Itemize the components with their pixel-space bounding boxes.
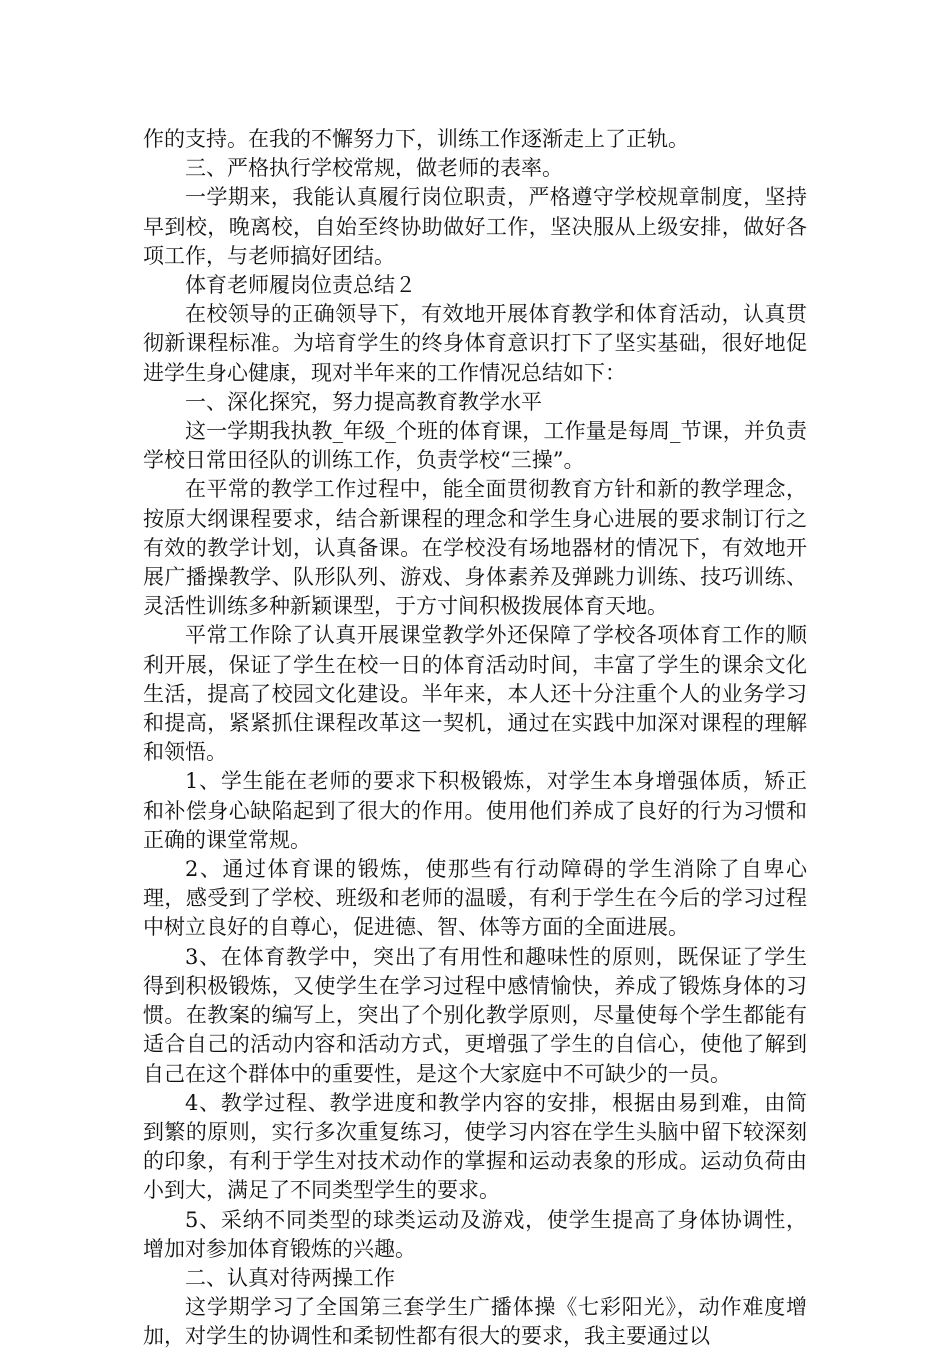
section-heading-1: 一、深化探究，努力提高教育教学水平: [185, 389, 542, 414]
section-heading-2: 二、认真对待两操工作: [185, 1265, 395, 1290]
list-item-4: 4、教学过程、教学进度和教学内容的安排，根据由易到难，由简到繁的原则，实行多次重复练习，使学习内容在学生头脑中留下较深刻的印象，有利于学生对技术动作的掌握和运动表象的形成。运动负荷由小到大，满足了不同类型学生的要求。: [143, 1090, 807, 1203]
document-title: 体育老师履岗位责总结２: [185, 273, 416, 298]
paragraph: 这学期学习了全国第三套学生广播体操《七彩阳光》，动作难度增加，对学生的协调性和柔韧性都有很大的要求，我主要通过以: [143, 1295, 807, 1349]
document-page: [143, 125, 807, 1352]
list-item-2: 2、通过体育课的锻炼，使那些有行动障碍的学生消除了自卑心理，感受到了学校、班级和老师的温暖，有利于学生在今后的学习过程中树立良好的自尊心，促进德、智、体等方面的全面进展。: [143, 857, 807, 940]
paragraph: 一学期来，我能认真履行岗位职责，严格遵守学校规章制度，坚持早到校，晚离校，自始至终协助做好工作，坚决服从上级安排，做好各项工作，与老师搞好团结。: [143, 185, 807, 268]
paragraph: 在平常的教学工作过程中，能全面贯彻教育方针和新的教学理念，按原大纲课程要求，结合新课程的理念和学生身心进展的要求制订行之有效的教学计划，认真备课。在学校没有场地器材的情况下，有效地开展广播操教学、队形队列、游戏、身体素养及弹跳力训练、技巧训练、灵活性训练多种新颖课型，于方寸间积极拨展体育天地。: [143, 477, 807, 619]
paragraph: 在校领导的正确领导下，有效地开展体育教学和体育活动，认真贯彻新课程标准。为培育学生的终身体育意识打下了坚实基础，很好地促进学生身心健康，现对半年来的工作情况总结如下：: [143, 302, 807, 385]
list-item-1: 1、学生能在老师的要求下积极锻炼，对学生本身增强体质，矫正和补偿身心缺陷起到了很大的作用。使用他们养成了良好的行为习惯和正确的课堂常规。: [143, 769, 807, 852]
list-item-3: 3、在体育教学中，突出了有用性和趣味性的原则，既保证了学生得到积极锻炼，又使学生在学习过程中感情愉快，养成了锻炼身体的习惯。在教案的编写上，突出了个别化教学原则，尽量使每个学生都能有适合自己的活动内容和活动方式，更增强了学生的自信心，使他了解到自己在这个群体中的重要性，是这个大家庭中不可缺少的一员。: [143, 944, 807, 1086]
list-item-5: 5、采纳不同类型的球类运动及游戏，使学生提高了身体协调性，增加对参加体育锻炼的兴趣。: [143, 1207, 807, 1261]
paragraph: 平常工作除了认真开展课堂教学外还保障了学校各项体育工作的顺利开展，保证了学生在校一日的体育活动时间，丰富了学生的课余文化生活，提高了校园文化建设。半年来，本人还十分注重个人的业务学习和提高，紧紧抓住课程改革这一契机，通过在实践中加深对课程的理解和领悟。: [143, 623, 807, 765]
paragraph: 这一学期我执教_年级_个班的体育课，工作量是每周_节课，并负责学校日常田径队的训练工作，负责学校“三操”。: [143, 419, 807, 473]
section-heading-3: 三、严格执行学校常规，做老师的表率。: [185, 156, 563, 181]
paragraph-continuation: 作的支持。在我的不懈努力下，训练工作逐渐走上了正轨。: [143, 127, 689, 151]
